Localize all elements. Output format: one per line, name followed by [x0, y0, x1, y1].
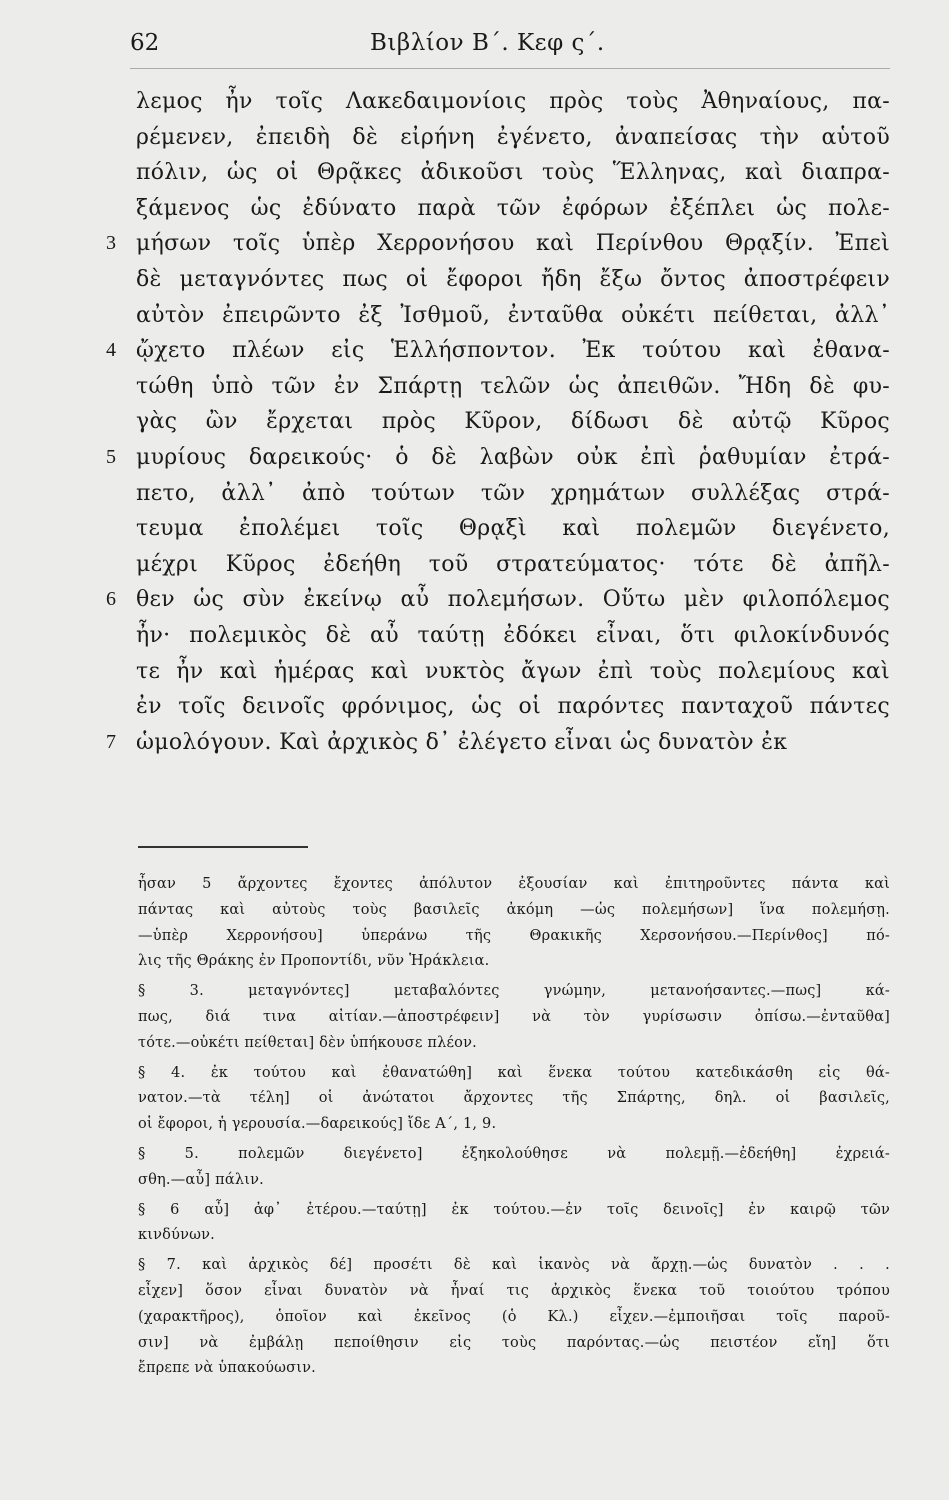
footnote-line: § 4. ἐκ τούτου καὶ ἐθανατώθη] καὶ ἕνεκα τούτου κατεδικάσθη εἰς θά-: [138, 1064, 890, 1081]
footnote-line: κινδύνων.: [138, 1227, 215, 1244]
section-number: 6: [106, 588, 117, 611]
text-line: [106, 440, 890, 476]
running-title: Βιβλίον Β΄. Κεφ ς΄.: [370, 30, 605, 56]
footnote-line: σθη.—αὖ] πάλιν.: [138, 1171, 264, 1188]
text-line: [136, 298, 890, 334]
text-line: [136, 191, 890, 227]
line-text: ᾤχετο πλέων εἰς Ἑλλήσποντον. Ἐκ τούτου καὶ ἐθανα-: [136, 338, 890, 364]
text-line: [136, 618, 890, 654]
text-line: [136, 262, 890, 298]
text-line: [136, 404, 890, 440]
text-line: [136, 689, 890, 725]
line-text: γὰς ὢν ἔρχεται πρὸς Κῦρον, δίδωσι δὲ αὐτῷ Κῦρος: [136, 409, 890, 435]
footnotes: [138, 872, 890, 1382]
text-line: [106, 582, 890, 618]
footnote-line: ἦσαν 5 ἄρχοντες ἔχοντες ἀπόλυτον ἐξουσίαν καὶ ἐπιτηροῦντες πάντα καὶ: [138, 876, 890, 892]
text-line: [136, 511, 890, 547]
footnote-line: λις τῆς Θράκης ἐν Προποντίδι, νῦν Ἡράκλεια.: [138, 953, 490, 970]
line-text: ἐν τοῖς δεινοῖς φρόνιμος, ὡς οἱ παρόντες πανταχοῦ πάντες: [136, 694, 890, 720]
footnote-line: (χαρακτῆρος), ὁποῖον καὶ ἐκεῖνος (ὁ Κλ.) εἶχεν.—ἐμποιῆσαι τοῖς παροῦ-: [138, 1308, 890, 1325]
text-line: [106, 725, 890, 761]
text-line: [136, 547, 890, 583]
section-number: 3: [106, 232, 117, 255]
text-line: [136, 84, 890, 120]
page-number: 62: [130, 30, 160, 56]
line-text: μέχρι Κῦρος ἐδεήθη τοῦ στρατεύματος· τότε δὲ ἀπῆλ-: [136, 551, 890, 577]
text-line: [106, 333, 890, 369]
line-text: λεμος ἦν τοῖς Λακεδαιμονίοις πρὸς τοὺς Ἀθηναίους, πα-: [136, 89, 890, 114]
line-text: πετο, ἀλλ᾿ ἀπὸ τούτων τῶν χρημάτων συλλέξας στρά-: [136, 480, 890, 506]
text-line: [136, 369, 890, 405]
section-number: 4: [106, 339, 117, 362]
line-text: δὲ μεταγνόντες πως οἱ ἔφοροι ἤδη ἔξω ὄντος ἀποστρέφειν: [136, 266, 890, 292]
line-text: ἦν· πολεμικὸς δὲ αὖ ταύτῃ ἐδόκει εἶναι, ὅτι φιλοκίνδυνός: [136, 622, 890, 648]
line-text: ρέμενεν, ἐπειδὴ δὲ εἰρήνη ἐγένετο, ἀναπείσας τὴν αὑτοῦ: [136, 124, 890, 150]
line-text: μυρίους δαρεικούς· ὁ δὲ λαβὼν οὐκ ἐπὶ ῥαθυμίαν ἐτρά-: [136, 444, 890, 470]
footnote-line: πάντας καὶ αὐτοὺς τοὺς βασιλεῖς ἀκόμη —ὡς πολεμήσων] ἵνα πολεμήσῃ.: [138, 901, 890, 918]
footnote-line: εἶχεν] ὅσον εἶναι δυνατὸν νὰ ἦναί τις ἀρχικὸς ἕνεκα τοῦ τοιούτου τρόπου: [138, 1282, 890, 1299]
footnote-line: § 7. καὶ ἀρχικὸς δέ] προσέτι δὲ καὶ ἱκανὸς νὰ ἄρχῃ.—ὡς δυνατὸν . . .: [138, 1257, 890, 1274]
text-line: [136, 476, 890, 512]
main-text: [106, 84, 890, 760]
footnote-line: σιν] νὰ ἐμβάλῃ πεποίθησιν εἰς τοὺς παρόντας.—ὡς πειστέον εἴη] ὅτι: [138, 1334, 890, 1351]
text-line: [136, 654, 890, 690]
footnote-line: § 6 αὖ] ἀφ᾿ ἑτέρου.—ταύτῃ] ἐκ τούτου.—ἐν τοῖς δεινοῖς] ἐν καιρῷ τῶν: [138, 1201, 890, 1218]
text-line: [106, 226, 890, 262]
footnote-line: νατον.—τὰ τέλη] οἱ ἀνώτατοι ἄρχοντες τῆς Σπάρτης, δηλ. οἱ βασιλεῖς,: [138, 1090, 890, 1107]
footnote-line: § 5. πολεμῶν διεγένετο] ἐξηκολούθησε νὰ πολεμῇ.—ἐδεήθη] ἐχρειά-: [138, 1145, 890, 1162]
footnote-line: ἔπρεπε νὰ ὑπακούωσιν.: [138, 1360, 316, 1377]
line-text: τε ἦν καὶ ἡμέρας καὶ νυκτὸς ἄγων ἐπὶ τοὺς πολεμίους καὶ: [136, 658, 890, 684]
page-header: [130, 30, 890, 64]
line-text: αὐτὸν ἐπειρῶντο ἐξ Ἰσθμοῦ, ἐνταῦθα οὐκέτι πείθεται, ἀλλ᾿: [136, 302, 890, 328]
line-text: τευμα ἐπολέμει τοῖς Θρᾳξὶ καὶ πολεμῶν διεγένετο,: [136, 516, 890, 542]
footnote-line: —ὑπὲρ Χερρονήσου] ὑπεράνω τῆς Θρακικῆς Χερσονήσου.—Περίνθος] πό-: [138, 927, 890, 944]
line-text: τώθη ὑπὸ τῶν ἐν Σπάρτῃ τελῶν ὡς ἀπειθῶν. Ἤδη δὲ φυ-: [136, 373, 890, 399]
footnote-rule: [138, 846, 308, 848]
footnote-line: τότε.—οὐκέτι πείθεται] δὲν ὑπήκουσε πλέον.: [138, 1034, 477, 1051]
footnote-line: οἱ ἔφοροι, ἡ γερουσία.—δαρεικούς] ἴδε Α΄, 1, 9.: [138, 1116, 497, 1133]
footnote-line: § 3. μεταγνόντες] μεταβαλόντες γνώμην, μετανοήσαντες.—πως] κά-: [138, 983, 890, 1000]
header-rule: [130, 68, 890, 69]
footnote-line: πως, διά τινα αἰτίαν.—ἀποστρέφειν] νὰ τὸν γυρίσωσιν ὀπίσω.—ἐνταῦθα]: [138, 1008, 890, 1025]
line-text: πόλιν, ὡς οἱ Θρᾷκες ἀδικοῦσι τοὺς Ἕλληνας, καὶ διαπρα-: [136, 160, 890, 186]
line-text: ξάμενος ὡς ἐδύνατο παρὰ τῶν ἐφόρων ἐξέπλει ὡς πολε-: [136, 195, 890, 221]
text-line: [136, 155, 890, 191]
line-text: θεν ὡς σὺν ἐκείνῳ αὖ πολεμήσων. Οὕτω μὲν φιλοπόλεμος: [136, 587, 890, 613]
text-line: [136, 120, 890, 156]
line-text: ὡμολόγουν. Καὶ ἀρχικὸς δ᾿ ἐλέγετο εἶναι ὡς δυνατὸν ἐκ: [136, 729, 788, 755]
line-text: μήσων τοῖς ὑπὲρ Χερρονήσου καὶ Περίνθου Θρᾳξίν. Ἐπεὶ: [136, 231, 890, 257]
section-number: 7: [106, 730, 117, 753]
section-number: 5: [106, 445, 117, 468]
